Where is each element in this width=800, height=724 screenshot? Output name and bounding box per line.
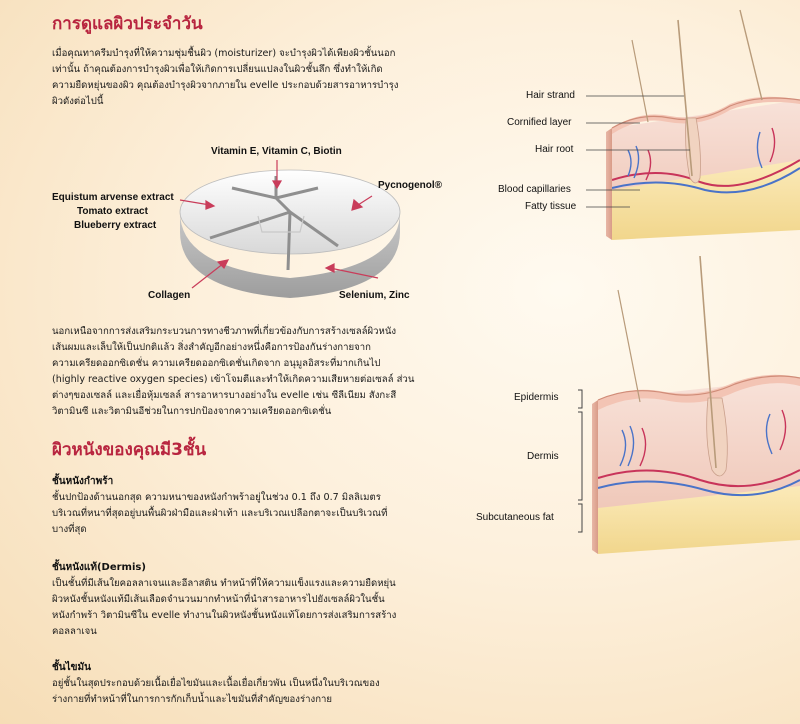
label-subcutaneous-fat: Subcutaneous fat — [476, 512, 554, 523]
layer-line: คอลลาเจน — [52, 626, 97, 637]
layer-line: บางที่สุด — [52, 524, 87, 535]
label-pycnogenol: Pycnogenol® — [378, 180, 443, 191]
skin-block-2 — [592, 256, 800, 554]
page-title: การดูแลผิวประจำวัน — [52, 14, 203, 34]
para2-line: เส้นผมและเล็บให้เป็นปกติแล้ว สิ่งสำคัญอีกอย่างหนึ่งคือการป้องกันร่างกายจาก — [52, 342, 371, 353]
bracket-fat — [578, 504, 582, 532]
layer-heading-epidermis: ชั้นหนังกำพร้า — [52, 476, 114, 487]
intro-line: เมื่อคุณทาครีมบำรุงที่ให้ความชุ่มชื้นผิว (moisturizer) จะบำรุงผิวได้เพียงผิวชั้นนอก — [52, 48, 396, 59]
intro-line: เท่านั้น ถ้าคุณต้องการบำรุงผิวเพื่อให้เกิดการเปลี่ยนแปลงในผิวชั้นลึก ซึ่งทำให้เกิด — [52, 64, 383, 75]
label-fatty-tissue: Fatty tissue — [525, 201, 577, 212]
para2-line: (highly reactive oxygen species) เข้าโจมตีและทำให้เกิดความเสียหายต่อเซลล์ ส่วน — [52, 374, 415, 385]
label-hair-strand: Hair strand — [526, 90, 575, 101]
intro-line: ความยืดหยุ่นของผิว คุณต้องบำรุงผิวจากภายใน evelle ประกอบด้วยสารอาหารบำรุง — [52, 80, 399, 91]
layer-heading-fat: ชั้นไขมัน — [52, 662, 91, 673]
bracket-epidermis — [578, 390, 582, 408]
skin-block-1 — [606, 10, 800, 240]
layers-title: ผิวหนังของคุณมี3ชั้น — [52, 440, 207, 460]
para2-line: ต่างๆของเซลล์ และเยื่อหุ้มเซลล์ สารอาหารบางอย่างใน evelle เช่น ซีลีเนียม สังกะสี — [52, 390, 397, 401]
label-cornified-layer: Cornified layer — [507, 117, 572, 128]
label-hair-root: Hair root — [535, 144, 574, 155]
layer-line: ร่างกายที่ทำหน้าที่ในการการกักเก็บน้ำและไขมันที่สำคัญของร่างกาย — [52, 694, 333, 705]
layer-line: เป็นชั้นที่มีเส้นใยคอลลาเจนและอีลาสติน ทำหน้าที่ให้ความแข็งแรงและความยืดหยุ่น — [52, 578, 396, 589]
layer-line: อยู่ชั้นในสุดประกอบด้วยเนื้อเยื่อไขมันและเนื้อเยื่อเกี่ยวพัน เป็นหนึ่งในบริเวณของ — [52, 678, 380, 689]
label-blueberry: Blueberry extract — [74, 220, 157, 231]
label-epidermis: Epidermis — [514, 392, 559, 403]
intro-line: ผิวดังต่อไปนี้ — [52, 96, 104, 107]
layer-line: หนังกำพร้า วิตามินซีใน evelle ทำงานในผิวหนังชั้นหนังแท้โดยการส่งเสริมการสร้าง — [52, 610, 397, 621]
label-equisetum: Equistum arvense extract — [52, 192, 174, 203]
bracket-dermis — [578, 412, 582, 500]
para2-line: ความเครียดออกซิเดชั่น ความเครียดออกซิเดชั่นเกิดจาก อนุมูลอิสระที่มากเกินไป — [52, 358, 381, 369]
label-selenium-zinc: Selenium, Zinc — [339, 290, 410, 301]
layer-line: บริเวณที่หนาที่สุดอยู่บนพื้นผิวฝ่ามือและฝ่าเท้า และบริเวณเปลือกตาจะเป็นบริเวณที่ — [52, 508, 388, 519]
label-collagen: Collagen — [148, 290, 191, 301]
label-blood-capillaries: Blood capillaries — [498, 184, 571, 195]
layer-line: ชั้นปกป้องด้านนอกสุด ความหนาของหนังกำพร้าอยู่ในช่วง 0.1 ถึง 0.7 มิลลิเมตร — [52, 492, 381, 503]
label-vitamins: Vitamin E, Vitamin C, Biotin — [211, 146, 342, 157]
label-dermis: Dermis — [527, 451, 559, 462]
para2-line: วิตามินซี และวิตามินอีช่วยในการปกป้องจากความเครียดออกซิเดชั่น — [52, 406, 332, 417]
para2-line: นอกเหนือจากการส่งเสริมกระบวนการทางชีวภาพที่เกี่ยวข้องกับการสร้างเซลล์ผิวหนัง — [52, 326, 397, 337]
layer-line: ผิวหนังชั้นหนังแท้มีเส้นเลือดจำนวนมากทำหน้าที่นำสารอาหารไปยังเซลล์ผิวในชั้น — [52, 594, 385, 605]
layer-heading-dermis: ชั้นหนังแท้(Dermis) — [52, 562, 146, 573]
label-tomato: Tomato extract — [77, 206, 148, 217]
